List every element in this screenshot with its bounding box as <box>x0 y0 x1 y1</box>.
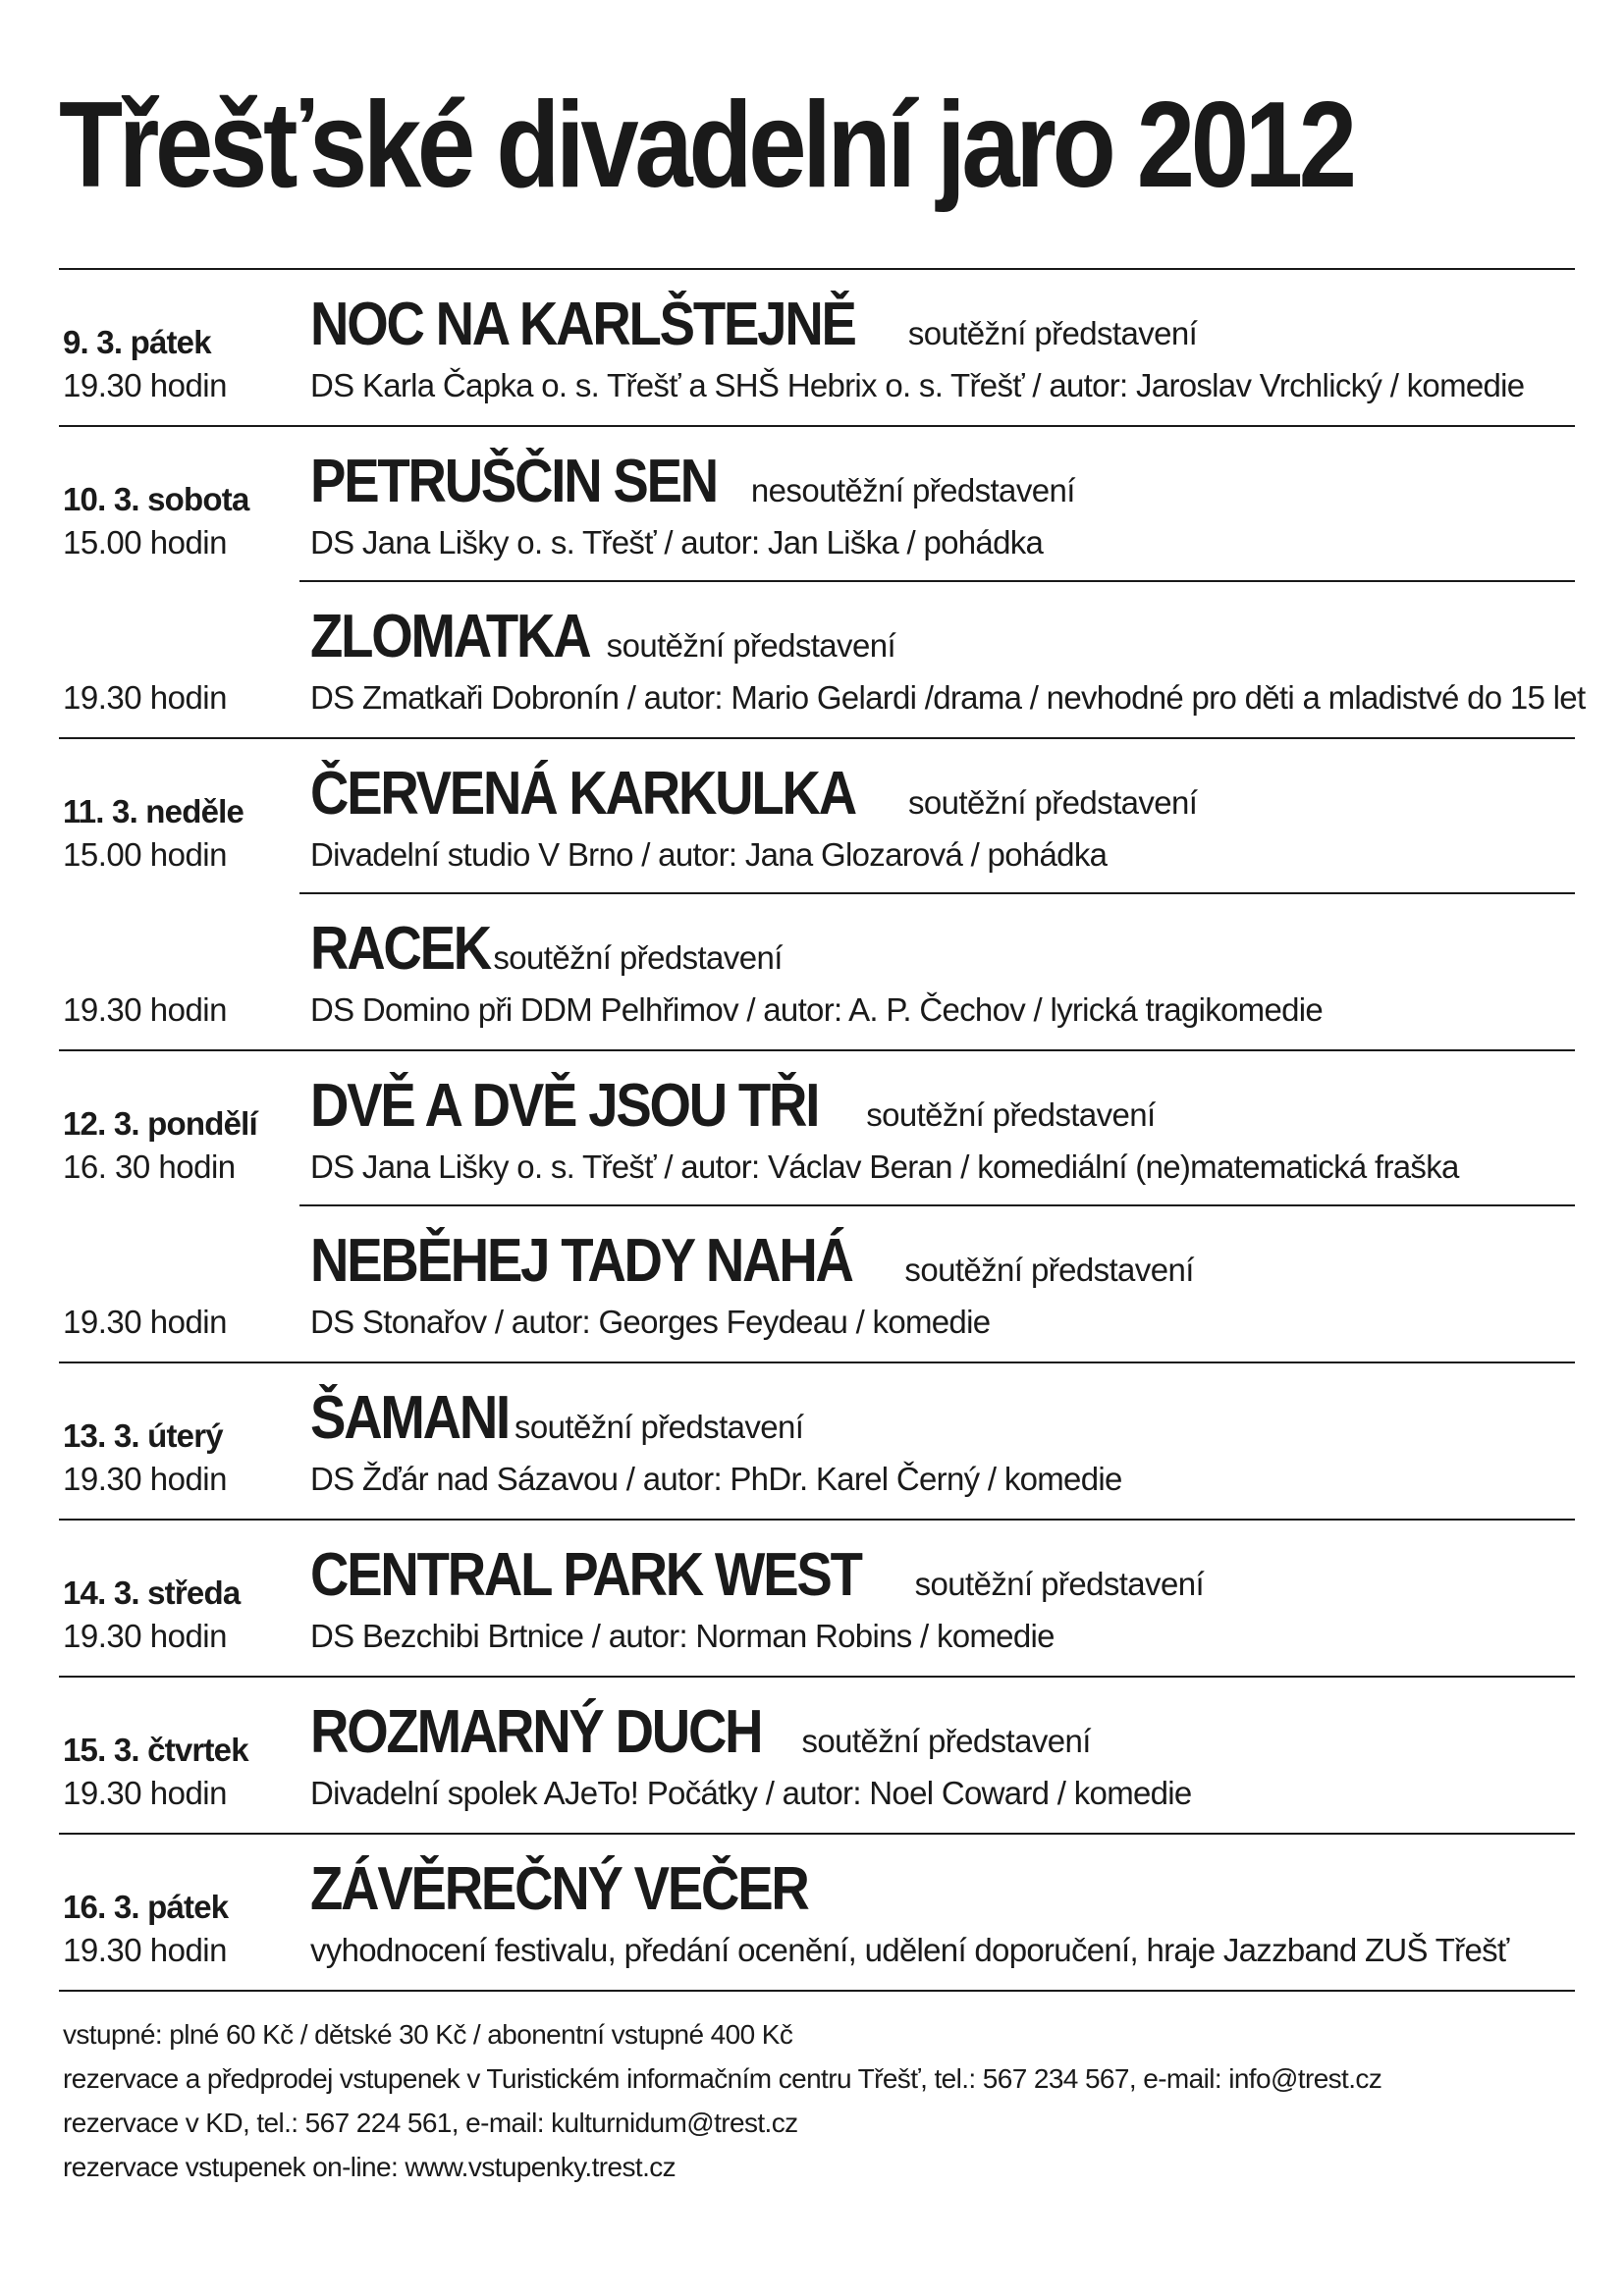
date-column <box>63 1521 298 1676</box>
show-column <box>310 1835 1575 1990</box>
show-headline <box>310 1540 1204 1611</box>
show-headline <box>310 290 1197 360</box>
programme-row <box>59 1678 1575 1835</box>
date-column <box>63 739 298 894</box>
page-title: Třešťské divadelní jaro 2012 <box>59 78 1353 213</box>
programme-row <box>59 427 1575 582</box>
date-column <box>63 1051 298 1206</box>
show-details: DS Jana Lišky o. s. Třešť / autor: Václav Beran / komediální (ne)matematická fraška <box>310 1148 1459 1185</box>
performance-day: 12. 3. pondělí <box>63 1105 257 1142</box>
programme-row <box>59 1051 1575 1206</box>
show-headline <box>310 1071 1156 1142</box>
show-details: DS Karla Čapka o. s. Třešť a SHŠ Hebrix o. s. Třešť / autor: Jaroslav Vrchlický / komedie <box>310 367 1525 403</box>
date-column <box>63 582 298 737</box>
show-title: ROZMARNÝ DUCH <box>310 1698 762 1766</box>
show-headline <box>310 1697 1091 1768</box>
show-column <box>310 739 1575 894</box>
show-column <box>310 1206 1575 1362</box>
show-type: soutěžní představení <box>907 315 1198 351</box>
show-column <box>310 894 1575 1049</box>
show-type: soutěžní představení <box>801 1723 1091 1759</box>
date-column <box>63 1206 298 1362</box>
reservation-online: rezervace vstupenek on-line: www.vstupenky.trest.cz <box>63 2152 677 2182</box>
show-type: soutěžní představení <box>866 1096 1156 1133</box>
show-type: nesoutěžní představení <box>750 472 1075 508</box>
show-details: DS Domino při DDM Pelhřimov / autor: A. P. Čechov / lyrická tragikomedie <box>310 991 1324 1028</box>
date-column <box>63 1363 298 1519</box>
performance-time: 19.30 hodin <box>63 1618 227 1654</box>
show-details: DS Žďár nad Sázavou / autor: PhDr. Karel Černý / komedie <box>310 1461 1122 1497</box>
performance-day: 13. 3. úterý <box>63 1417 223 1454</box>
show-type: soutěžní představení <box>493 939 783 976</box>
show-title: RACEK <box>310 915 490 983</box>
show-headline <box>310 759 1197 829</box>
programme-list <box>59 268 1586 1992</box>
performance-time: 16. 30 hodin <box>63 1148 236 1185</box>
performance-day: 15. 3. čtvrtek <box>63 1732 248 1768</box>
show-type: soutěžní představení <box>914 1566 1205 1602</box>
show-title: ČERVENÁ KARKULKA <box>310 760 855 828</box>
show-column <box>310 427 1575 582</box>
date-column <box>63 427 298 582</box>
programme-row <box>59 1521 1575 1678</box>
ticket-prices: vstupné: plné 60 Kč / dětské 30 Kč / abonentní vstupné 400 Kč <box>63 2019 793 2050</box>
show-headline <box>310 1226 1194 1297</box>
date-column <box>63 270 298 425</box>
performance-day: 9. 3. pátek <box>63 324 211 360</box>
show-headline <box>310 447 1075 517</box>
performance-day: 14. 3. středa <box>63 1575 241 1611</box>
programme-row <box>59 582 1586 739</box>
performance-time: 19.30 hodin <box>63 1304 227 1340</box>
show-column <box>310 1678 1575 1833</box>
show-title: DVĚ A DVĚ JSOU TŘI <box>310 1072 819 1140</box>
show-column <box>310 270 1575 425</box>
performance-time: 15.00 hodin <box>63 836 227 873</box>
show-title: PETRUŠČIN SEN <box>310 448 718 515</box>
show-details: DS Jana Lišky o. s. Třešť / autor: Jan Liška / pohádka <box>310 524 1044 561</box>
show-headline <box>310 1383 803 1454</box>
show-details: DS Zmatkaři Dobronín / autor: Mario Gelardi /drama / nevhodné pro děti a mladistvé do 15 let <box>310 679 1586 716</box>
footer-info <box>63 2012 1536 2189</box>
performance-time: 19.30 hodin <box>63 367 227 403</box>
show-type: soutěžní představení <box>908 784 1198 821</box>
show-type: soutěžní představení <box>514 1409 804 1445</box>
show-details: Divadelní spolek AJeTo! Počátky / autor: Noel Coward / komedie <box>310 1775 1192 1811</box>
show-details: DS Bezchibi Brtnice / autor: Norman Robins / komedie <box>310 1618 1055 1654</box>
performance-time: 19.30 hodin <box>63 1932 227 1968</box>
programme-row <box>59 270 1575 427</box>
performance-time: 19.30 hodin <box>63 679 227 716</box>
show-column <box>310 1521 1575 1676</box>
show-title: ZLOMATKA <box>310 603 590 670</box>
show-title: CENTRAL PARK WEST <box>310 1541 861 1609</box>
performance-time: 19.30 hodin <box>63 1775 227 1811</box>
show-type: soutěžní představení <box>904 1252 1194 1288</box>
show-headline <box>310 914 783 985</box>
performance-day: 10. 3. sobota <box>63 481 249 517</box>
date-column <box>63 1678 298 1833</box>
show-details: DS Stonařov / autor: Georges Feydeau / komedie <box>310 1304 991 1340</box>
show-column <box>310 582 1586 737</box>
show-column <box>310 1363 1575 1519</box>
show-headline <box>310 602 895 672</box>
programme-row <box>59 739 1575 894</box>
show-title: NOC NA KARLŠTEJNĚ <box>310 291 855 358</box>
show-title: NEBĚHEJ TADY NAHÁ <box>310 1227 852 1295</box>
performance-time: 15.00 hodin <box>63 524 227 561</box>
date-column <box>63 894 298 1049</box>
reservation-culture-house: rezervace v KD, tel.: 567 224 561, e-mail: kulturnidum@trest.cz <box>63 2108 798 2138</box>
date-column <box>63 1835 298 1990</box>
programme-row <box>59 1206 1575 1363</box>
show-details: vyhodnocení festivalu, předání ocenění, udělení doporučení, hraje Jazzband ZUŠ Třešť <box>310 1932 1509 1968</box>
show-details: Divadelní studio V Brno / autor: Jana Glozarová / pohádka <box>310 836 1108 873</box>
show-headline <box>310 1854 850 1925</box>
programme-row <box>59 1363 1575 1521</box>
performance-time: 19.30 hodin <box>63 1461 227 1497</box>
programme-row <box>59 894 1575 1051</box>
show-column <box>310 1051 1575 1206</box>
performance-day: 11. 3. neděle <box>63 793 244 829</box>
show-type: soutěžní představení <box>606 627 896 664</box>
performance-day: 16. 3. pátek <box>63 1889 229 1925</box>
show-title: ŠAMANI <box>310 1384 510 1452</box>
performance-time: 19.30 hodin <box>63 991 227 1028</box>
show-title: ZÁVĚREČNÝ VEČER <box>310 1855 808 1923</box>
reservation-tourist-center: rezervace a předprodej vstupenek v Turistickém informačním centru Třešť, tel.: 567 234 567, e-mail: info@trest.cz <box>63 2063 1382 2094</box>
programme-row <box>59 1835 1575 1992</box>
